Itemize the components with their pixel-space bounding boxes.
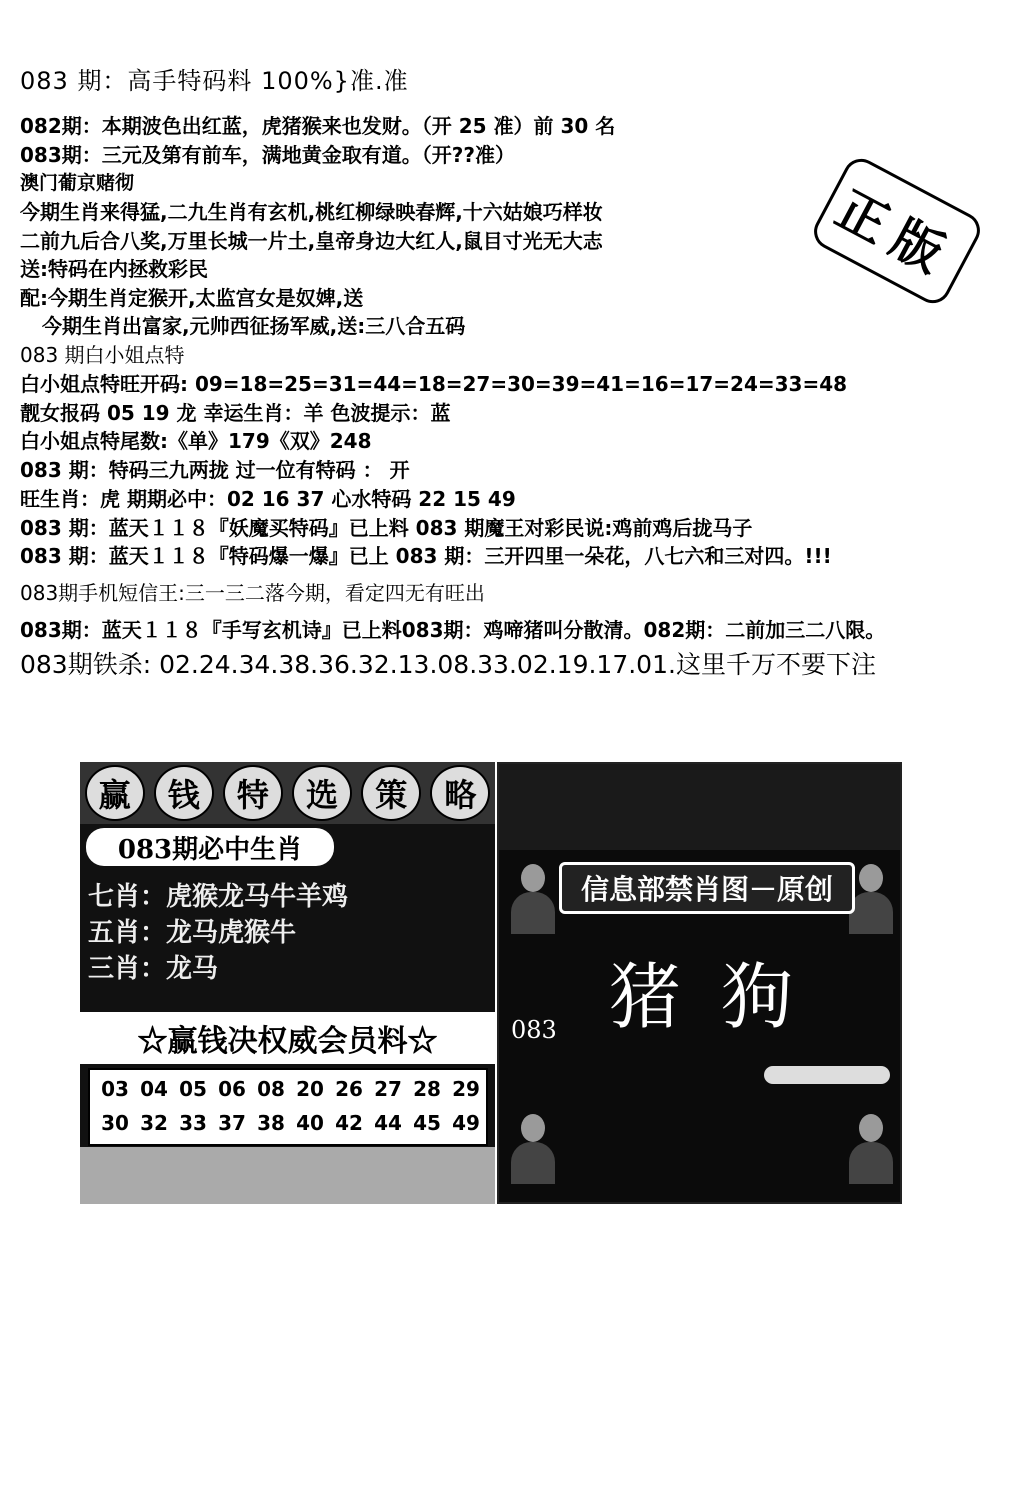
zodiac-row-3: 三肖：龙马 — [88, 954, 219, 984]
title-char: 策 — [361, 765, 421, 821]
title-char: 选 — [292, 765, 352, 821]
gray-strip — [80, 1147, 495, 1204]
text-line-3: 澳门葡京赌彻 — [20, 172, 135, 194]
text-line-18: 083期：蓝天１１８『手写玄机诗』已上料083期：鸡啼猪叫分散清。082期：二前加三二八限。 — [20, 618, 886, 642]
number-cell: 42 — [335, 1111, 363, 1135]
right-promo-image — [497, 762, 902, 1204]
text-line-19: 083期铁杀: 02.24.34.38.36.32.13.08.33.02.19.17.01.这里千万不要下注 — [20, 650, 876, 679]
right-banner: 信息部禁肖图－原创 — [559, 862, 855, 914]
small-label-bar — [764, 1066, 890, 1084]
number-cell: 49 — [452, 1111, 480, 1135]
number-cell: 26 — [335, 1077, 363, 1101]
text-line-2: 083期：三元及第有前车，满地黄金取有道。（开??准） — [20, 143, 515, 167]
text-line-15: 083 期：蓝天１１８『妖魔买特码』已上料 083 期魔王对彩民说:鸡前鸡后拢马子 — [20, 516, 753, 540]
left-subtitle: 083期必中生肖 — [86, 828, 334, 866]
title-char: 赢 — [85, 765, 145, 821]
number-cell: 05 — [179, 1077, 207, 1101]
text-line-1: 082期：本期波色出红蓝，虎猪猴来也发财。（开 25 准）前 30 名 — [20, 114, 616, 138]
text-line-13: 083 期：特码三九两拢 过一位有特码 ： 开 — [20, 458, 410, 482]
text-line-9: 083 期白小姐点特 — [20, 343, 185, 367]
number-cell: 33 — [179, 1111, 207, 1135]
number-cell: 03 — [101, 1077, 129, 1101]
page-title: 083 期：高手特码料 100%}准.准 — [20, 67, 409, 95]
text-line-5: 二前九后合八奖,万里长城一片土,皇帝身边大红人,鼠目寸光无大志 — [20, 229, 603, 253]
right-main-text: 猪狗 — [609, 955, 834, 1039]
number-cell: 44 — [374, 1111, 402, 1135]
portrait-icon — [511, 1114, 555, 1184]
number-cell: 32 — [140, 1111, 168, 1135]
number-cell: 45 — [413, 1111, 441, 1135]
title-char: 略 — [430, 765, 490, 821]
text-line-4: 今期生肖来得猛,二九生肖有玄机,桃红柳绿映春辉,十六姑娘巧样妆 — [20, 200, 603, 224]
number-cell: 27 — [374, 1077, 402, 1101]
text-line-11: 靓女报码 05 19 龙 幸运生肖：羊 色波提示：蓝 — [20, 401, 451, 425]
number-cell: 08 — [257, 1077, 285, 1101]
right-issue-number: 083 — [511, 1016, 557, 1044]
title-char: 特 — [223, 765, 283, 821]
number-cell: 04 — [140, 1077, 168, 1101]
number-cell: 40 — [296, 1111, 324, 1135]
text-line-8: 今期生肖出富家,元帅西征扬军威,送:三八合五码 — [42, 314, 466, 338]
text-line-6: 送:特码在内拯救彩民 — [20, 257, 208, 281]
text-line-7: 配:今期生肖定猴开,太监宫女是奴婢,送 — [20, 286, 364, 310]
portrait-icon — [849, 1114, 893, 1184]
zodiac-row-5: 五肖：龙马虎猴牛 — [88, 918, 297, 948]
text-line-14: 旺生肖：虎 期期必中：02 16 37 心水特码 22 15 49 — [20, 487, 516, 511]
number-grid — [88, 1068, 488, 1146]
left-promo-image — [80, 762, 495, 1204]
text-line-17: 083期手机短信王:三一三二落今期，看定四无有旺出 — [20, 581, 485, 605]
number-cell: 20 — [296, 1077, 324, 1101]
number-cell: 06 — [218, 1077, 246, 1101]
stamp-text: 正版 — [826, 178, 964, 290]
text-line-12: 白小姐点特尾数:《单》179《双》248 — [20, 429, 372, 453]
number-cell: 29 — [452, 1077, 480, 1101]
portrait-icon — [511, 864, 555, 934]
number-cell: 38 — [257, 1111, 285, 1135]
member-band: ☆赢钱决权威会员料☆ — [80, 1012, 495, 1064]
title-char: 钱 — [154, 765, 214, 821]
text-line-10: 白小姐点特旺开码: 09=18=25=31=44=18=27=30=39=41=16=17=24=33=48 — [20, 372, 848, 396]
number-cell: 37 — [218, 1111, 246, 1135]
genuine-stamp — [808, 153, 986, 310]
number-cell: 30 — [101, 1111, 129, 1135]
flower-decoration — [499, 764, 900, 850]
text-line-16: 083 期：蓝天１１８『特码爆一爆』已上 083 期：三开四里一朵花，八七六和三对四。!!! — [20, 544, 832, 568]
left-title-row — [80, 762, 495, 824]
number-cell: 28 — [413, 1077, 441, 1101]
portrait-icon — [849, 864, 893, 934]
zodiac-row-7: 七肖：虎猴龙马牛羊鸡 — [88, 882, 349, 912]
